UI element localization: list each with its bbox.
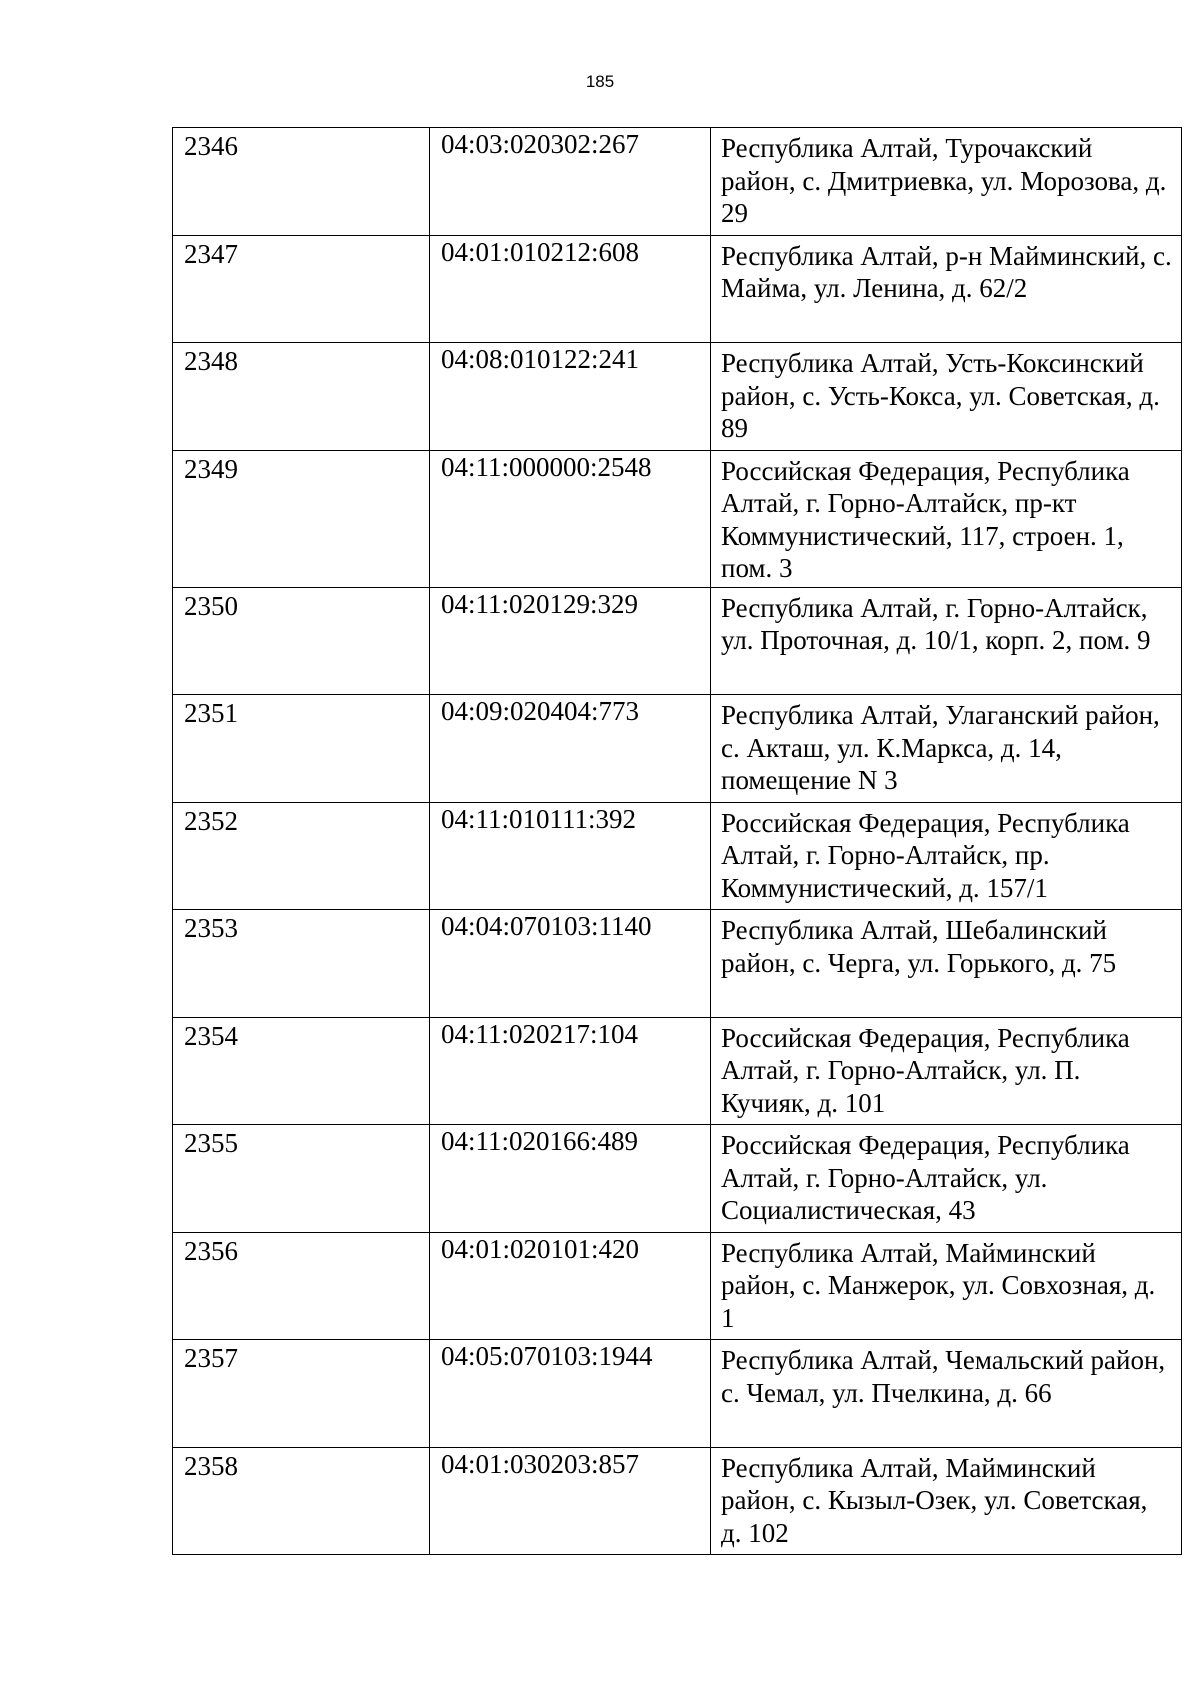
row-number-cell <box>173 343 430 451</box>
address: Российская Федерация, Республика Алтай, г. Горно-Алтайск, ул. П. Кучияк, д. 101 <box>721 1022 1130 1118</box>
property-registry-table <box>172 127 1182 1555</box>
address: Республика Алтай, Майминский район, с. Кызыл-Озек, ул. Советская, д. 102 <box>721 1452 1148 1548</box>
address: Республика Алтай, Усть-Коксинский район, с. Усть-Кокса, ул. Советская, д. 89 <box>721 348 1160 443</box>
address-cell <box>711 587 1182 695</box>
table-row <box>173 450 1182 587</box>
address-cell <box>711 128 1182 236</box>
row-number: 2357 <box>184 1343 238 1373</box>
row-number: 2351 <box>184 698 238 728</box>
cadastral-number: 04:11:020166:489 <box>441 1126 639 1156</box>
row-number-cell <box>173 910 430 1018</box>
row-number-cell <box>173 1125 430 1233</box>
cadastral-number: 04:08:010122:241 <box>441 344 640 374</box>
address: Российская Федерация, Республика Алтай, г. Горно-Алтайск, ул. Социалистическая, 43 <box>721 1130 1130 1225</box>
address-cell <box>711 695 1182 803</box>
cadastral-number: 04:03:020302:267 <box>441 129 640 159</box>
row-number-cell <box>173 1017 430 1125</box>
address-cell <box>711 1017 1182 1125</box>
table-row <box>173 1017 1182 1125</box>
table-row <box>173 910 1182 1018</box>
row-number-cell <box>173 450 430 587</box>
row-number: 2352 <box>184 805 238 836</box>
cadastral-number-cell <box>430 695 711 803</box>
cadastral-number: 04:01:020101:420 <box>441 1233 640 1264</box>
cadastral-number-cell <box>430 910 711 1018</box>
address: Республика Алтай, Турочакский район, с. Дмитриевка, ул. Морозова, д. 29 <box>721 133 1167 228</box>
table-row <box>173 235 1182 343</box>
row-number-cell <box>173 587 430 695</box>
table-row <box>173 128 1182 236</box>
address-cell <box>711 1232 1182 1340</box>
cadastral-number-cell <box>430 1125 711 1233</box>
row-number-cell <box>173 802 430 910</box>
address: Республика Алтай, г. Горно-Алтайск, ул. Проточная, д. 10/1, корп. 2, пом. 9 <box>721 592 1151 655</box>
row-number-cell <box>173 695 430 803</box>
address-cell <box>711 802 1182 910</box>
table-row <box>173 695 1182 803</box>
row-number: 2348 <box>184 346 238 376</box>
cadastral-number: 04:11:010111:392 <box>441 803 636 834</box>
cadastral-number: 04:11:020217:104 <box>441 1018 639 1049</box>
cadastral-number-cell <box>430 1232 711 1340</box>
row-number: 2349 <box>184 453 238 484</box>
table-row <box>173 1232 1182 1340</box>
cadastral-number-cell <box>430 450 711 587</box>
cadastral-number: 04:01:030203:857 <box>441 1448 640 1479</box>
address: Республика Алтай, Шебалинский район, с. Черга, ул. Горького, д. 75 <box>721 915 1117 978</box>
row-number-cell <box>173 235 430 343</box>
table-row <box>173 1125 1182 1233</box>
cadastral-number-cell <box>430 1017 711 1125</box>
address: Российская Федерация, Республика Алтай, г. Горно-Алтайск, пр-кт Коммунистический, 117, строен. 1, пом. 3 <box>721 455 1130 583</box>
row-number: 2356 <box>184 1235 238 1266</box>
cadastral-number-cell <box>430 802 711 910</box>
address-cell <box>711 450 1182 587</box>
cadastral-number: 04:11:020129:329 <box>441 588 639 619</box>
cadastral-number: 04:04:070103:1140 <box>441 911 652 941</box>
cadastral-number-cell <box>430 587 711 695</box>
table-row <box>173 343 1182 451</box>
address-cell <box>711 235 1182 343</box>
row-number-cell <box>173 1232 430 1340</box>
cadastral-number-cell <box>430 1340 711 1448</box>
cadastral-number: 04:09:020404:773 <box>441 696 640 726</box>
row-number: 2358 <box>184 1450 238 1481</box>
address-cell <box>711 1125 1182 1233</box>
table-row <box>173 1340 1182 1448</box>
address: Российская Федерация, Республика Алтай, г. Горно-Алтайск, пр. Коммунистический, д. 157/1 <box>721 807 1130 903</box>
table-row <box>173 802 1182 910</box>
row-number: 2354 <box>184 1020 238 1051</box>
table-row <box>173 587 1182 695</box>
address-cell <box>711 1340 1182 1448</box>
cadastral-number: 04:05:070103:1944 <box>441 1341 653 1371</box>
table-body <box>173 128 1182 1555</box>
table-row <box>173 1447 1182 1555</box>
address: Республика Алтай, Улаганский район, с. Акташ, ул. К.Маркса, д. 14, помещение N 3 <box>721 700 1160 795</box>
row-number-cell <box>173 1340 430 1448</box>
row-number: 2346 <box>184 131 238 161</box>
page-number: 185 <box>585 72 615 91</box>
cadastral-number: 04:01:010212:608 <box>441 236 640 267</box>
address-cell <box>711 910 1182 1018</box>
cadastral-number-cell <box>430 235 711 343</box>
row-number-cell <box>173 128 430 236</box>
row-number-cell <box>173 1447 430 1555</box>
row-number: 2355 <box>184 1128 238 1158</box>
address: Республика Алтай, Чемальский район, с. Чемал, ул. Пчелкина, д. 66 <box>721 1345 1166 1408</box>
cadastral-number-cell <box>430 128 711 236</box>
row-number: 2347 <box>184 238 238 269</box>
address: Республика Алтай, р-н Майминский, с. Майма, ул. Ленина, д. 62/2 <box>721 240 1172 303</box>
row-number: 2353 <box>184 913 238 943</box>
address-cell <box>711 343 1182 451</box>
row-number: 2350 <box>184 590 238 621</box>
address: Республика Алтай, Майминский район, с. Манжерок, ул. Совхозная, д. 1 <box>721 1237 1156 1333</box>
address-cell <box>711 1447 1182 1555</box>
cadastral-number-cell <box>430 1447 711 1555</box>
cadastral-number: 04:11:000000:2548 <box>441 451 652 482</box>
cadastral-number-cell <box>430 343 711 451</box>
